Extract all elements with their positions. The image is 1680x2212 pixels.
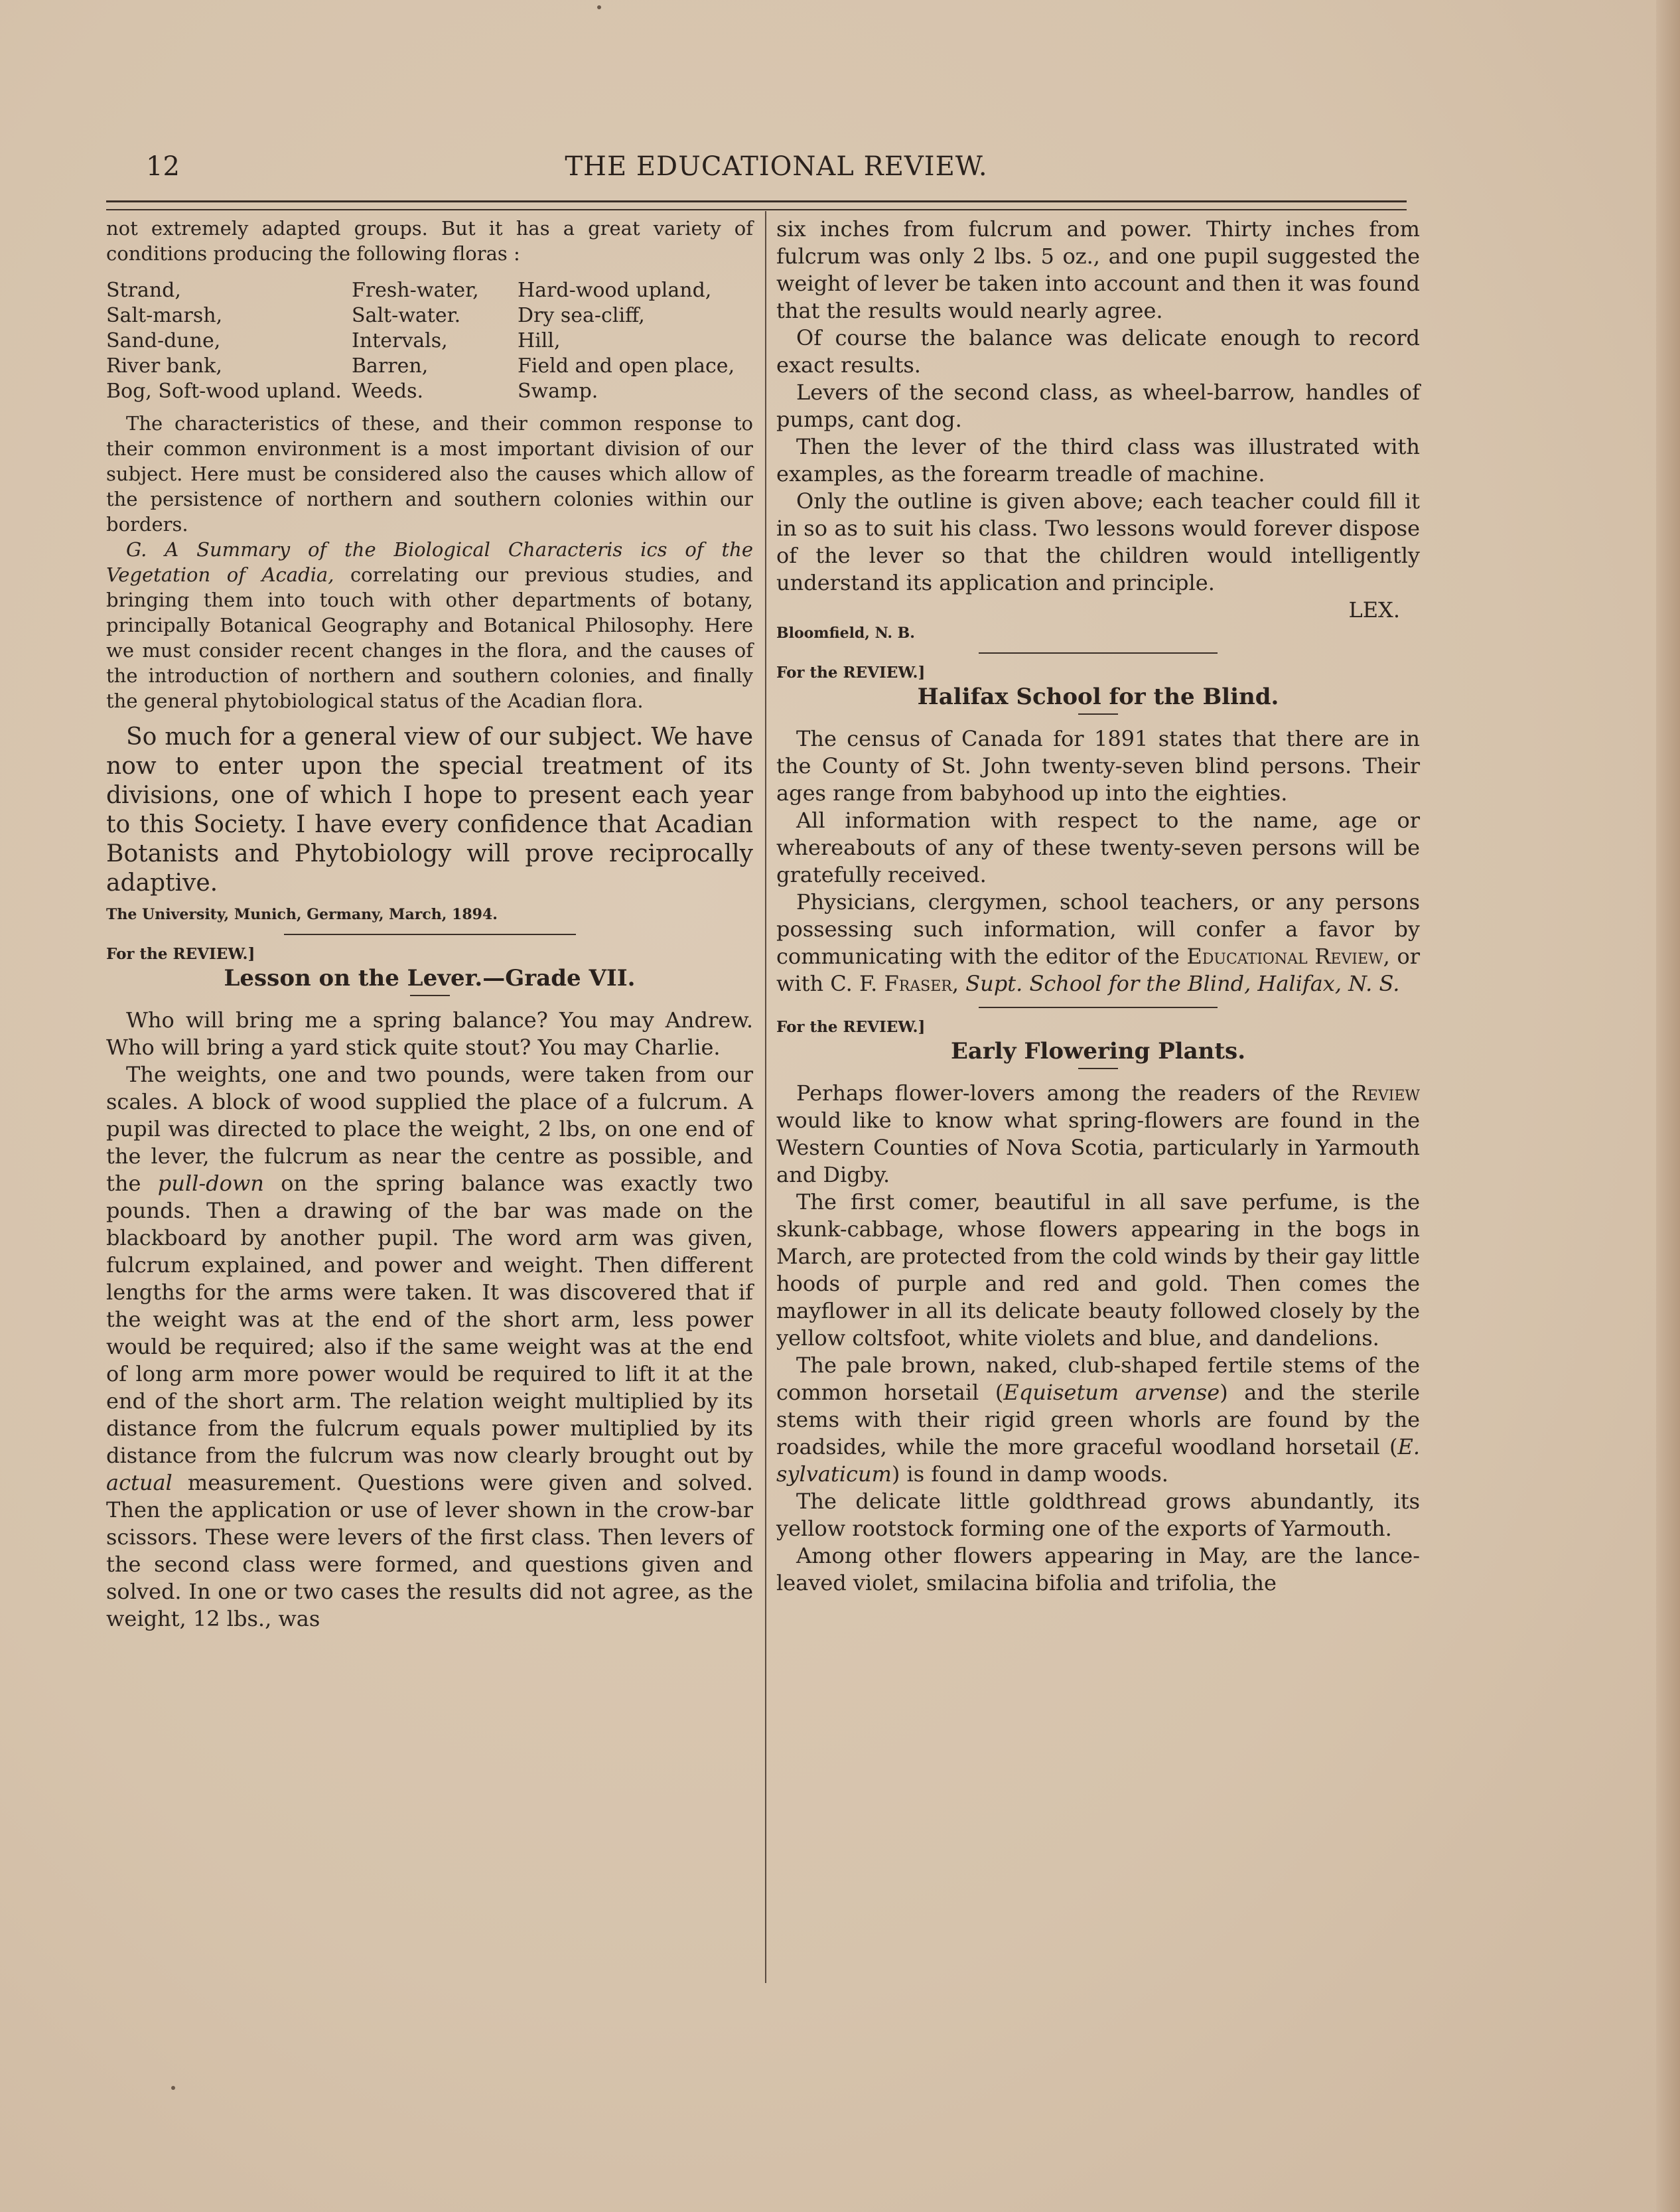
journal-title: THE EDUCATIONAL REVIEW.: [565, 151, 988, 182]
flowering-paragraph-1: [776, 1080, 1420, 1189]
third-class-paragraph: Then the lever of the third class was illustrated with examples, as the forearm treadle of machine.: [776, 434, 1420, 486]
emphasis: actual: [106, 1470, 173, 1495]
flora-cell: Dry sea-cliff,: [518, 304, 645, 327]
text-run: ,: [951, 971, 966, 996]
paper-speck: [171, 2086, 175, 2090]
characteristics-paragraph: The characteristics of these, and their common response to their common environment is a most important division of our subject. Here must be considered also the causes which allow of the persistence of northern and southern colonies within our borders.: [106, 412, 753, 536]
flora-cell: Bog, Soft-wood upland.: [106, 380, 342, 403]
lesson-paragraph-1: Who will bring me a spring balance? You may Andrew. Who will bring a yard stick quite stout? You may Charlie.: [106, 1007, 753, 1060]
outline-paragraph: Only the outline is given above; each teacher could fill it in so as to suit his class. Two lessons would forever dispose of the lever so that the children would intelligently understand its application and principle.: [776, 488, 1420, 595]
for-the-review-label: For the REVIEW.]: [776, 1018, 926, 1036]
text-run: would like to know what spring-flowers are found in the Western Counties of Nova Scotia, particularly in Yarmouth and Digby.: [776, 1108, 1420, 1187]
title-underline: [1078, 713, 1118, 715]
section-separator: [979, 652, 1218, 654]
flora-cell: River bank,: [106, 354, 222, 378]
summary-text: correlating our previous studies, and bringing them into touch with other departments of botany, principally Botanical Geography and Botanical Philosophy. Here we must consider recent changes in the flora, and the causes of the introduction of northern and southern colonies, and finally the general phytobiological status of the Acadian flora.: [106, 563, 753, 712]
flora-cell: Salt-marsh,: [106, 304, 223, 327]
text-run: The pale brown, naked, club-shaped fertile stems of the common horsetail (: [776, 1353, 1420, 1405]
small-caps-run: C. F. Fraser: [830, 971, 952, 996]
flowering-title: Early Flowering Plants.: [950, 1038, 1246, 1065]
text-run: , or with: [776, 944, 1421, 996]
emphasis: Equisetum arvense: [1003, 1380, 1220, 1405]
right-column: [776, 216, 1420, 1597]
flowering-paragraph-4: The delicate little goldthread grows abundantly, its yellow rootstock forming one of the exports of Yarmouth.: [776, 1489, 1420, 1541]
lesson-paragraph-2: [106, 1061, 753, 1633]
intro-paragraph: not extremely adapted groups. But it has a great variety of conditions producing the following floras :: [106, 217, 753, 265]
text-run: on the spring balance was exactly two pounds. Then a drawing of the bar was made on the blackboard by another pupil. The word arm was given, fulcrum explained, and power and weight. Then different lengths for the arms were taken. It was discovered that if the weight was at the end of the short arm, less power would be required; also if the same weight was at the end of long arm more power would be required to lift it at the end of the short arm. The relation weight multiplied by its distance from the fulcrum equals power multiplied by its distance from the fulcrum was now clearly brought out by: [106, 1171, 753, 1468]
text-run: ) and the sterile stems with their rigid green whorls are found by the roadsides, while the more graceful woodland horsetail (: [776, 1380, 1421, 1459]
text-run: The weights, one and two pounds, were taken from our scales. A block of wood supplied the place of a fulcrum. A pupil was directed to place the weight, 2 lbs, on one end of the lever, the fulcrum as near the centre as possible, and the: [106, 1062, 753, 1196]
page-number: 12: [146, 151, 180, 182]
for-the-review-label: For the REVIEW.]: [106, 945, 255, 963]
text-run: Physicians, clergymen, school teachers, or any persons possessing such information, will confer a favor by communicating with the editor of the: [776, 889, 1420, 969]
text-run: measurement. Questions were given and solved. Then the application or use of lever shown in the crow-bar scissors. These were levers of the first class. Then levers of the second class were formed, and questions given and solved. In one or two cases the results did not agree, as the weight, 12 lbs., was: [106, 1470, 753, 1631]
flora-cell: Strand,: [106, 279, 181, 302]
flora-cell: Salt-water.: [352, 304, 461, 327]
place-line: Bloomfield, N. B.: [776, 625, 915, 642]
header-rule: [106, 200, 1407, 210]
halifax-title: Halifax School for the Blind.: [917, 684, 1279, 710]
emphasis: pull-down: [157, 1171, 264, 1196]
flora-cell: Field and open place,: [518, 354, 735, 378]
small-caps-run: Review: [1351, 1080, 1420, 1106]
halifax-paragraph-3: [776, 889, 1420, 997]
column-divider: [765, 211, 766, 1983]
small-caps-run: Educational Review: [1186, 944, 1383, 969]
flowering-paragraph-2: The first comer, beautiful in all save perfume, is the skunk-cabbage, whose flowers appearing in the bogs in March, are protected from the cold winds by their gay little hoods of purple and red and gold. Then comes the mayflower in all its delicate beauty followed closely by the yellow coltsfoot, white violets and blue, and dandelions.: [776, 1189, 1420, 1351]
flora-cell: Sand-dune,: [106, 329, 221, 352]
flora-cell: Hard-wood upland,: [518, 279, 712, 302]
dateline: The University, Munich, Germany, March, 1894.: [106, 906, 498, 923]
title-underline: [410, 995, 450, 996]
summary-label: G. A Summary of the Biological Characteris ics of the Vegetation of Acadia,: [106, 538, 753, 586]
left-column: [106, 216, 753, 1633]
signature: LEX.: [1348, 597, 1400, 623]
text-run: Perhaps flower-lovers among the readers of the: [796, 1080, 1352, 1106]
section-separator: [284, 934, 576, 935]
lesson-title: Lesson on the Lever.—Grade VII.: [224, 965, 636, 992]
section-separator: [979, 1007, 1218, 1008]
paper-speck: [597, 5, 601, 9]
flora-cell: Hill,: [518, 329, 561, 352]
conclusion-paragraph: So much for a general view of our subject. We have now to enter upon the special treatment of its divisions, one of which I hope to present each year to this Society. I have every confidence that Acadian Botanists and Phytobiology will prove reciprocally adaptive.: [106, 723, 753, 897]
flora-cell: Intervals,: [352, 329, 448, 352]
halifax-paragraph-2: All information with respect to the name, age or whereabouts of any of these twenty-seven persons will be gratefully received.: [776, 808, 1420, 887]
second-class-paragraph: Levers of the second class, as wheel-barrow, handles of pumps, cant dog.: [776, 380, 1420, 432]
balance-paragraph: Of course the balance was delicate enough to record exact results.: [776, 325, 1420, 378]
halifax-paragraph-1: The census of Canada for 1891 states that there are in the County of St. John twenty-seven blind persons. Their ages range from babyhood up into the eighties.: [776, 726, 1420, 806]
running-header: [146, 151, 1407, 186]
page-edge: [1656, 0, 1680, 2212]
flowering-paragraph-5: Among other flowers appearing in May, are the lance-leaved violet, smilacina bifolia and trifolia, the: [776, 1543, 1420, 1595]
flora-cell: Barren,: [352, 354, 429, 378]
text-run: ) is found in damp woods.: [891, 1461, 1168, 1487]
flora-cell: Weeds.: [352, 380, 424, 403]
floras-table: [106, 278, 753, 404]
flora-cell: Fresh-water,: [352, 279, 479, 302]
flowering-paragraph-3: [776, 1352, 1420, 1488]
emphasis: Supt. School for the Blind, Halifax, N. S.: [965, 971, 1400, 996]
for-the-review-label: For the REVIEW.]: [776, 664, 926, 682]
lesson-continuation: six inches from fulcrum and power. Thirty inches from fulcrum was only 2 lbs. 5 oz., and one pupil suggested the weight of lever be taken into account and then it was found that the results would nearly agree.: [776, 216, 1420, 323]
emphasis: E. sylvaticum: [776, 1434, 1420, 1487]
title-underline: [1078, 1068, 1118, 1069]
flora-cell: Swamp.: [518, 380, 598, 403]
summary-paragraph: [106, 537, 753, 713]
